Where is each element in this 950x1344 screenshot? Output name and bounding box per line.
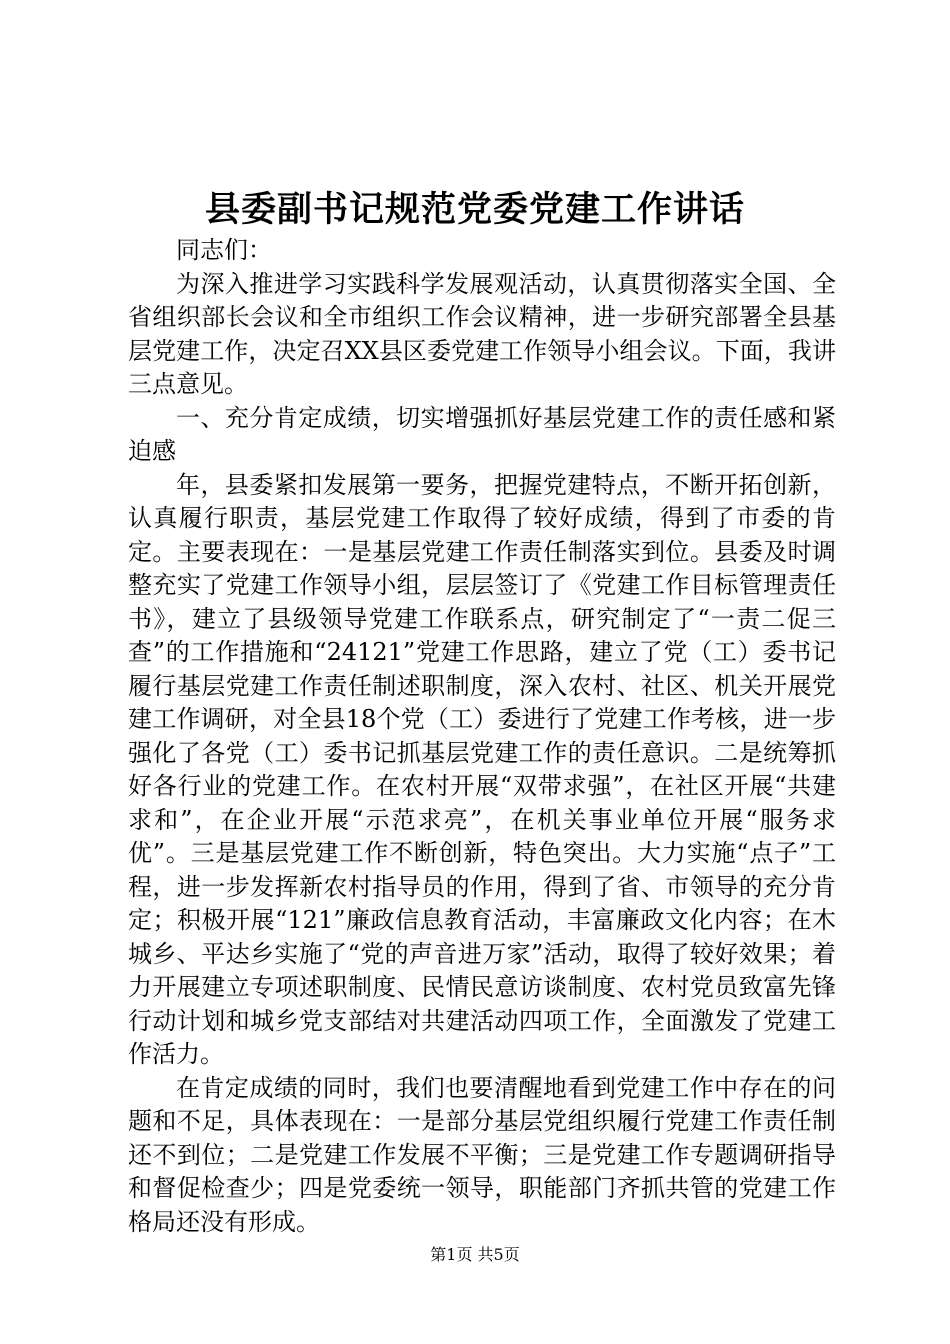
page-footer: 第1页 共5页	[430, 1245, 520, 1264]
problems-paragraph: 在肯定成绩的同时，我们也要清醒地看到党建工作中存在的问题和不足，具体表现在：一是部分基层党组织履行党建工作责任制还不到位；二是党建工作发展不平衡；三是党建工作专题调研指导和督促检查少；四是党委统一领导，职能部门齐抓共管的党建工作格局还没有形成。	[128, 1073, 836, 1236]
document-body	[128, 234, 836, 1239]
intro-paragraph: 为深入推进学习实践科学发展观活动，认真贯彻落实全国、全省组织部长会议和全市组织工作会议精神，进一步研究部署全县基层党建工作，决定召XX县区委党建工作领导小组会议。下面，我讲三点意见。	[128, 269, 836, 398]
salutation-paragraph: 同志们：	[176, 236, 272, 264]
document-title: 县委副书记规范党委党建工作讲话	[204, 189, 745, 230]
section-heading-1: 一、充分肯定成绩，切实增强抓好基层党建工作的责任感和紧迫感	[128, 403, 836, 465]
achievements-paragraph: 年，县委紧扣发展第一要务，把握党建特点，不断开拓创新，认真履行职责，基层党建工作取得了较好成绩，得到了市委的肯定。主要表现在：一是基层党建工作责任制落实到位。县委及时调整充实了党建工作领导小组，层层签订了《党建工作目标管理责任书》，建立了县级领导党建工作联系点，研究制定了“一责二促三查”的工作措施和“24121”党建工作思路，建立了党（工）委书记履行基层党建工作责任制述职制度，深入农村、社区、机关开展党建工作调研，对全县18个党（工）委进行了党建工作考核，进一步强化了各党（工）委书记抓基层党建工作的责任意识。二是统筹抓好各行业的党建工作。在农村开展“双带求强”，在社区开展“共建求和”，在企业开展“示范求亮”，在机关事业单位开展“服务求优”。三是基层党建工作不断创新，特色突出。大力实施“点子”工程，进一步发挥新农村指导员的作用，得到了省、市领导的充分肯定；积极开展“121”廉政信息教育活动，丰富廉政文化内容；在木城乡、平达乡实施了“党的声音进万家”活动，取得了较好效果；着力开展建立专项述职制度、民情民意访谈制度、农村党员致富先锋行动计划和城乡党支部结对共建活动四项工作，全面激发了党建工作活力。	[128, 470, 836, 1068]
